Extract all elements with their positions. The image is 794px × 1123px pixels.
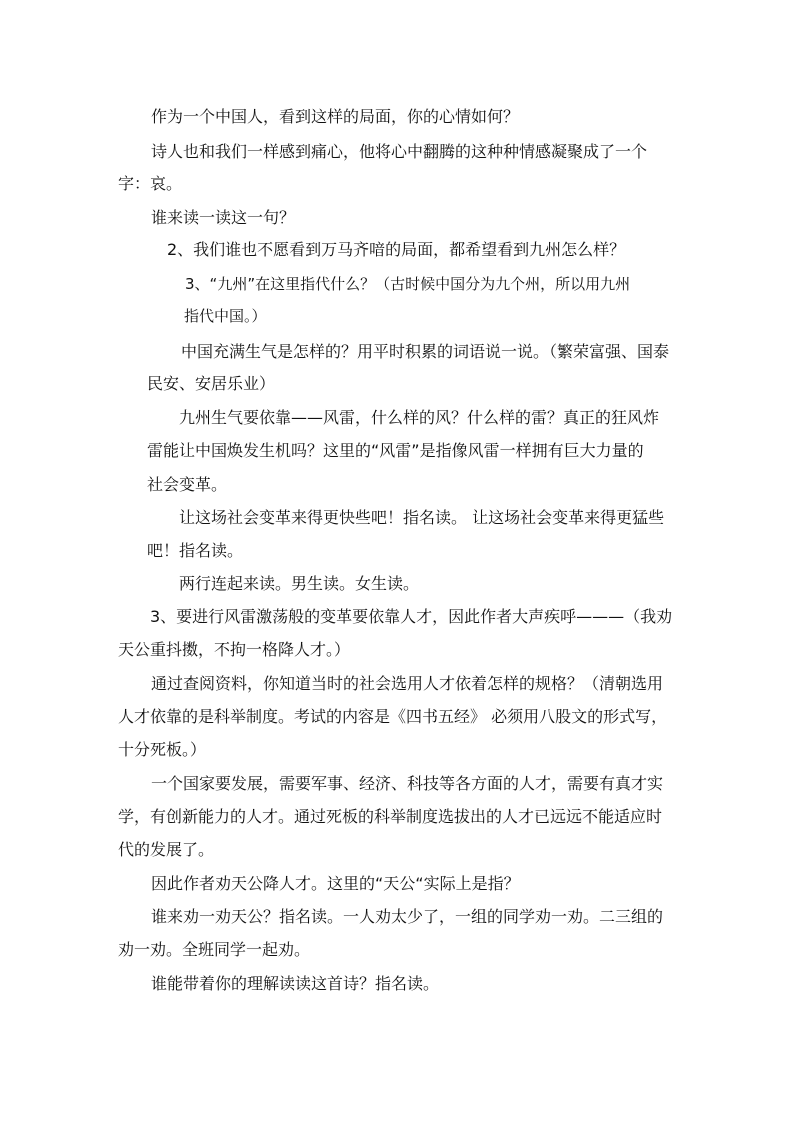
text-line: 3、要进行风雷激荡般的变革要依靠人才，因此作者大声疾呼———（我劝 [150,607,673,626]
text-line: 两行连起来读。男生读。女生读。 [179,574,420,593]
text-line: 谁来读一读这一句？ [151,208,296,227]
text-line: 九州生气要依靠——风雷，什么样的风？什么样的雷？真正的狂风炸 [179,408,660,427]
text-line: 一个国家要发展，需要军事、经济、科技等各方面的人才，需要有真才实 [151,774,664,793]
text-line: 让这场社会变革来得更快些吧！指名读。 让这场社会变革来得更猛些 [179,508,665,527]
text-line: 字：哀。 [118,174,183,193]
text-line: 学，有创新能力的人才。通过死板的科举制度选拔出的人才已远远不能适应时 [118,807,663,826]
text-line: 谁能带着你的理解读读这首诗？指名读。 [151,974,440,993]
text-line: 指代中国。） [184,307,267,325]
text-line: 天公重抖擞，不拘一格降人才。） [118,640,351,659]
text-line: 民安、安居乐业） [147,374,276,393]
text-line: 诗人也和我们一样感到痛心，他将心中翻腾的这种种情感凝聚成了一个 [151,142,648,161]
text-line: 因此作者劝天公降人才。这里的“天公“实际上是指？ [151,874,520,893]
text-line: 谁来劝一劝天公？指名读。一人劝太少了，一组的同学劝一劝。二三组的 [151,907,664,926]
text-line: 中国充满生气是怎样的？用平时积累的词语说一说。（繁荣富强、国泰 [181,342,670,361]
text-line: 作为一个中国人，看到这样的局面，你的心情如何？ [151,107,520,126]
text-line: 人才依靠的是科举制度。考试的内容是《四书五经》 必须用八股文的形式写， [118,707,668,726]
text-line: 十分死板。） [118,740,207,759]
text-line: 吧！指名读。 [147,541,244,560]
text-line: 代的发展了。 [118,840,215,859]
text-line: 3、“九州”在这里指代什么？（古时候中国分为九个州，所以用九州 [185,275,631,293]
text-line: 通过查阅资料，你知道当时的社会选用人才依着怎样的规格？（清朝选用 [151,674,664,693]
text-line: 社会变革。 [147,475,228,494]
text-line: 雷能让中国焕发生机吗？这里的“风雷”是指像风雷一样拥有巨大力量的 [147,441,644,460]
text-line: 劝一劝。全班同学一起劝。 [118,940,311,959]
text-line: 2、我们谁也不愿看到万马齐喑的局面，都希望看到九州怎么样？ [167,240,626,259]
